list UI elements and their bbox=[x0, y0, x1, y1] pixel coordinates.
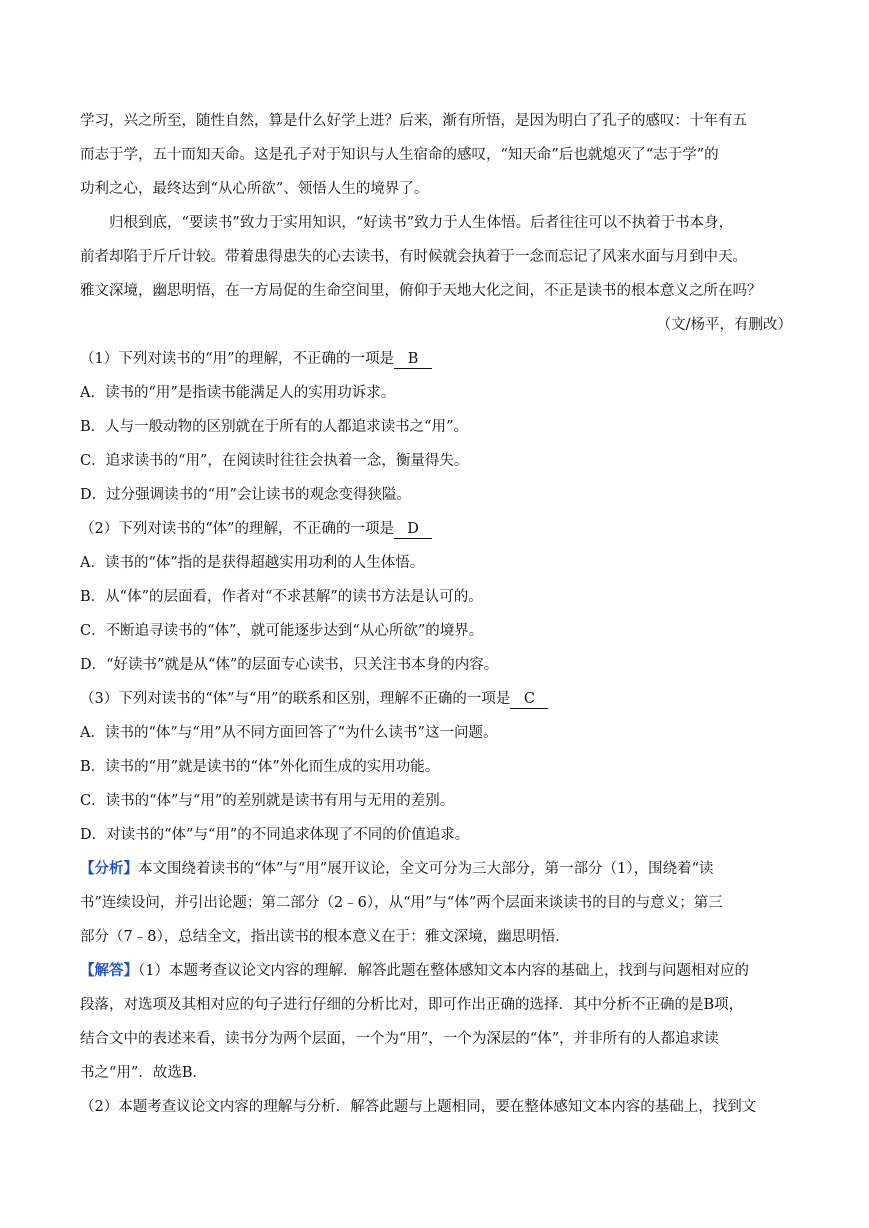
solution-line: 结合文中的表述来看，读书分为两个层面，一个为“用”，一个为深层的“体”，并非所有的人都追求读 bbox=[80, 1031, 719, 1047]
question-stem-text: （3）下列对读书的“体”与“用”的联系和区别，理解不正确的一项是 bbox=[80, 691, 511, 707]
question-stem bbox=[80, 682, 792, 716]
passage-line: 雅文深境，幽思明悟，在一方局促的生命空间里，俯仰于天地大化之间，不正是读书的根本意义之所在吗？ bbox=[80, 283, 762, 299]
analysis-text: 本文围绕着读书的“体”与“用”展开议论，全文可分为三大部分，第一部分（1），围绕着“读 bbox=[138, 861, 714, 877]
question-1 bbox=[80, 342, 792, 512]
solution-tag: 【解答】 bbox=[80, 962, 138, 979]
analysis-line: 书”连续设问，并引出论题；第二部分（2﹣6），从“用”与“体”两个层面来谈读书的目的与意义；第三 bbox=[80, 895, 723, 911]
analysis-section bbox=[80, 852, 792, 954]
solution-line: 段落，对选项及其相对应的句子进行仔细的分析比对，即可作出正确的选择．其中分析不正确的是B项， bbox=[80, 997, 744, 1013]
option-a: A．读书的“体”指的是获得超越实用功利的人生体悟。 bbox=[80, 555, 425, 571]
analysis-line bbox=[80, 852, 792, 886]
question-stem bbox=[80, 512, 792, 546]
option-b: B．人与一般动物的区别就在于所有的人都追求读书之“用”。 bbox=[80, 419, 468, 435]
option-b: B．从“体”的层面看，作者对“不求甚解”的读书方法是认可的。 bbox=[80, 589, 483, 605]
solution-line bbox=[80, 954, 792, 988]
solution-text: （1）本题考查议论文内容的理解．解答此题在整体感知文本内容的基础上，找到与问题相对应的 bbox=[138, 963, 749, 979]
answer-blank: B bbox=[394, 350, 432, 369]
option-a: A．读书的“体”与“用”从不同方面回答了“为什么读书”这一问题。 bbox=[80, 725, 498, 741]
answer-blank: C bbox=[510, 690, 548, 709]
option-d: D．过分强调读书的“用”会让读书的观念变得狭隘。 bbox=[80, 487, 411, 503]
question-2 bbox=[80, 512, 792, 682]
option-c: C．不断追寻读书的“体”，就可能逐步达到“从心所欲”的境界。 bbox=[80, 623, 484, 639]
option-d: D．对读书的“体”与“用”的不同追求体现了不同的价值追求。 bbox=[80, 827, 470, 843]
question-3 bbox=[80, 682, 792, 852]
passage-line: 而志于学，五十而知天命。这是孔子对于知识与人生宿命的感叹，“知天命”后也就熄灭了“志于学”的 bbox=[80, 147, 719, 163]
document-page bbox=[80, 104, 792, 1124]
passage-line: 学习，兴之所至，随性自然，算是什么好学上进？后来，渐有所悟，是因为明白了孔子的感叹：十年有五 bbox=[80, 113, 747, 129]
solution-line: （2）本题考查议论文内容的理解与分析．解答此题与上题相同，要在整体感知文本内容的基础上，找到文 bbox=[80, 1099, 757, 1115]
option-d: D．“好读书”就是从“体”的层面专心读书，只关注书本身的内容。 bbox=[80, 657, 499, 673]
passage-line: 功利之心，最终达到“从心所欲”、领悟人生的境界了。 bbox=[80, 181, 429, 197]
solution-section bbox=[80, 954, 792, 1124]
question-stem-text: （2）下列对读书的“体”的理解，不正确的一项是 bbox=[80, 521, 395, 537]
question-stem bbox=[80, 342, 792, 376]
passage-paragraph-2 bbox=[80, 206, 792, 308]
option-a: A．读书的“用”是指读书能满足人的实用功诉求。 bbox=[80, 385, 396, 401]
passage-line: 前者却陷于斤斤计较。带着患得患失的心去读书，有时候就会执着于一念而忘记了风来水面与月到中天。 bbox=[80, 249, 747, 265]
passage-paragraph-1 bbox=[80, 104, 792, 206]
option-b: B．读书的“用”就是读书的“体”外化而生成的实用功能。 bbox=[80, 759, 440, 775]
passage-source: （文/杨平，有删改） bbox=[656, 317, 792, 333]
analysis-tag: 【分析】 bbox=[80, 860, 138, 877]
question-stem-text: （1）下列对读书的“用”的理解，不正确的一项是 bbox=[80, 351, 395, 367]
option-c: C．追求读书的“用”，在阅读时往往会执着一念，衡量得失。 bbox=[80, 453, 469, 469]
solution-line: 书之“用”．故选B． bbox=[80, 1065, 207, 1081]
option-c: C．读书的“体”与“用”的差别就是读书有用与无用的差别。 bbox=[80, 793, 455, 809]
analysis-line: 部分（7﹣8），总结全文，指出读书的根本意义在于：雅文深境，幽思明悟． bbox=[80, 929, 570, 945]
answer-blank: D bbox=[394, 520, 432, 539]
passage-line: 归根到底，“要读书”致力于实用知识，“好读书”致力于人生体悟。后者往往可以不执着于书本身， bbox=[109, 215, 734, 231]
